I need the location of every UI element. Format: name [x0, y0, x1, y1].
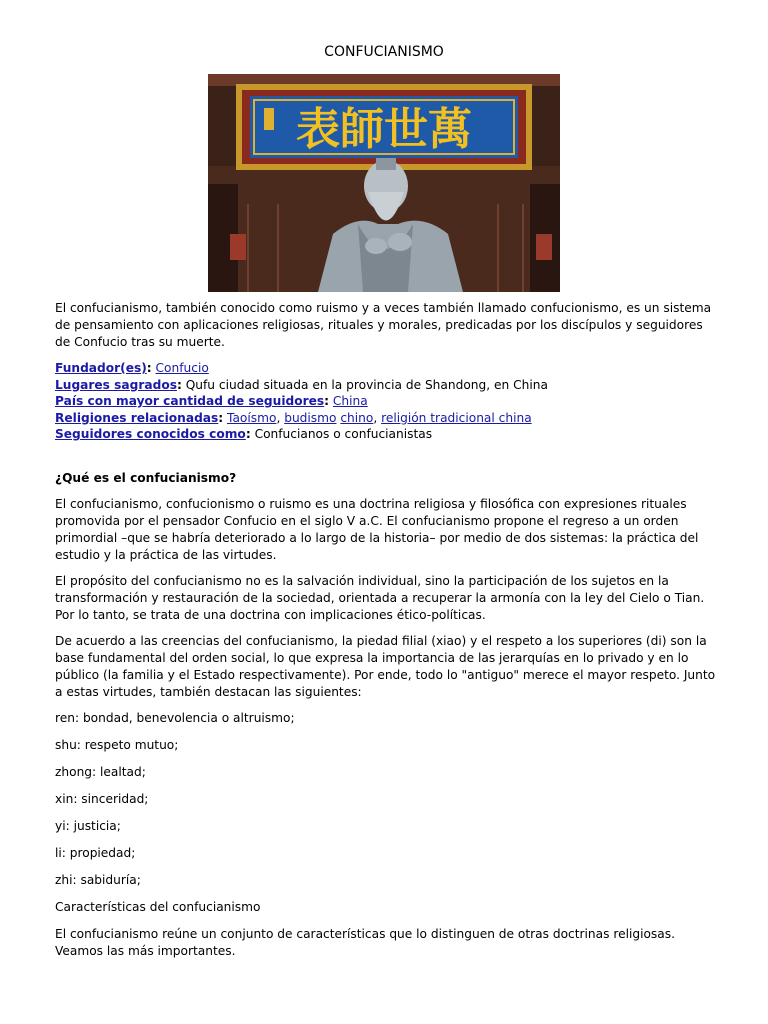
- list-item: xin: sinceridad;: [55, 792, 149, 806]
- intro-paragraph: El confucianismo, también conocido como ruismo y a veces también llamado confucionismo, es un sistema de pensamiento con aplicaciones religiosas, rituales y morales, predicadas por los discípulos y seguidores de Confucio tras su muerte.: [55, 301, 712, 349]
- related-link-taoism[interactable]: Taoísmo: [227, 410, 277, 425]
- infobox-places-row: Lugares sagrados: Qufu ciudad situada en la provincia de Shandong, en China: [55, 377, 548, 392]
- country-label-link[interactable]: País con mayor cantidad de seguidores: [55, 394, 325, 408]
- page-title: CONFUCIANISMO: [324, 44, 444, 60]
- places-value: Qufu ciudad situada en la provincia de Shandong, en China: [185, 377, 548, 392]
- followers-value: Confucianos o confucianistas: [254, 427, 433, 441]
- related-link-traditional[interactable]: religión tradicional china: [381, 410, 532, 425]
- infobox-followers-row: Seguidores conocidos como: Confucianos o confucianistas: [55, 427, 433, 441]
- infobox-related-row: Religiones relacionadas: Taoísmo, budismo chino, religión tradicional china: [55, 410, 532, 425]
- article-section: [55, 470, 720, 969]
- infobox-country-row: País con mayor cantidad de seguidores: China: [55, 394, 368, 408]
- places-label-link[interactable]: Lugares sagrados: [55, 377, 177, 392]
- infobox: [55, 360, 720, 443]
- related-link-budismo[interactable]: budismo: [284, 410, 337, 425]
- virtues-list: [55, 710, 720, 916]
- country-value-link[interactable]: China: [332, 394, 368, 408]
- paragraph-beliefs: De acuerdo a las creencias del confucianismo, la piedad filial (xiao) y el respeto a los superiores (di) son la base fundamental del orden social, lo que expresa la importancia de las jerarquías en lo privado y en lo público (la familia y el Estado respectivamente). Por ende, todo lo "antiguo" merece el mayor respeto. Junto a estas virtudes, también destacan las siguientes:: [55, 634, 716, 699]
- paragraph-characteristics: El confucianismo reúne un conjunto de características que lo distinguen de otras doctrinas religiosas. Veamos las más importantes.: [55, 927, 675, 958]
- related-label-link[interactable]: Religiones relacionadas: [55, 410, 219, 425]
- plaque-calligraphy: 表師世萬: [296, 104, 472, 155]
- followers-label-link[interactable]: Seguidores conocidos como: [55, 427, 246, 441]
- list-item: yi: justicia;: [55, 819, 121, 833]
- list-item: li: propiedad;: [55, 846, 136, 860]
- founder-label-link[interactable]: Fundador(es): [55, 361, 147, 375]
- founder-value-link[interactable]: Confucio: [155, 361, 209, 375]
- list-item: ren: bondad, benevolencia o altruismo;: [55, 711, 295, 725]
- article-body: [55, 300, 720, 443]
- paragraph-purpose: El propósito del confucianismo no es la salvación individual, sino la participación de los sujetos en la transformación y restauración de la sociedad, orientada a recuperar la armonía con la ley del Cielo o Tian. Por lo tanto, se trata de una doctrina con implicaciones ético-políticas.: [55, 574, 705, 622]
- list-item: shu: respeto mutuo;: [55, 738, 179, 752]
- list-item: zhi: sabiduría;: [55, 873, 141, 887]
- characteristics-heading: Características del confucianismo: [55, 900, 261, 914]
- paragraph-definition: El confucianismo, confucionismo o ruismo es una doctrina religiosa y filosófica con expresiones rituales promovida por el pensador Confucio en el siglo V a.C. El confucianismo propone el regreso a un orden primordial –que se habría deteriorado a lo largo de la historia– por medio de dos sistemas: la práctica del estudio y la práctica de las virtudes.: [55, 497, 699, 562]
- related-link-chino[interactable]: chino: [340, 410, 374, 425]
- list-item: zhong: lealtad;: [55, 765, 146, 779]
- confucius-statue-photo: [208, 74, 560, 292]
- photo-illustration: [208, 74, 560, 292]
- section-heading-question: ¿Qué es el confucianismo?: [55, 471, 237, 485]
- infobox-founder-row: Fundador(es): Confucio: [55, 361, 209, 375]
